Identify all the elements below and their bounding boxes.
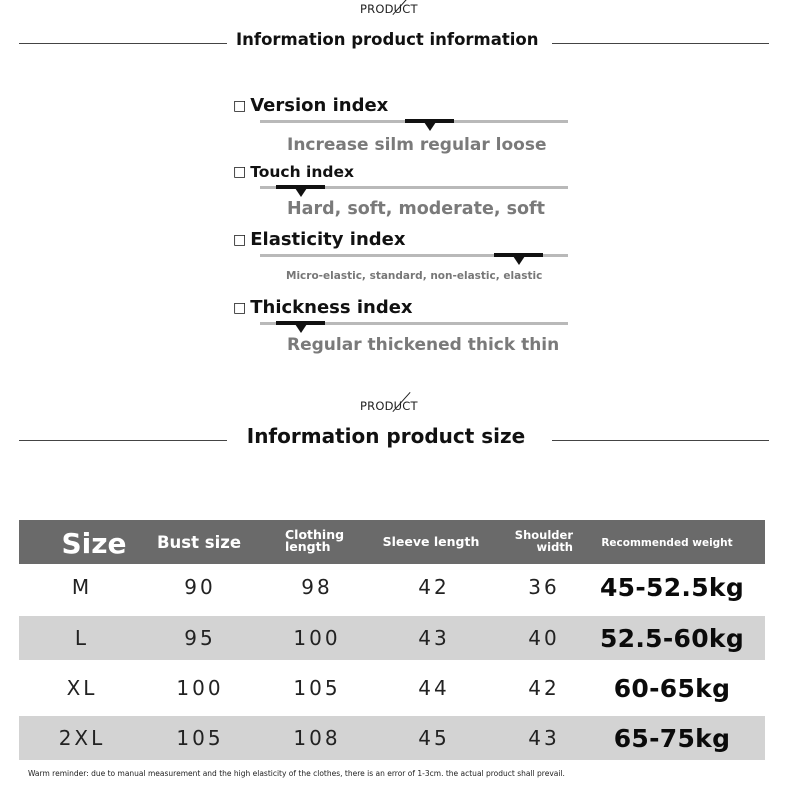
cell-shoulder-width: 40: [528, 626, 560, 650]
version-index-options: Increase silm regular loose: [287, 135, 547, 155]
version-index-title: Version index: [250, 95, 389, 116]
cell-clothing-length: 108: [293, 726, 341, 750]
cell-shoulder-width: 36: [528, 575, 560, 599]
version-index-track: [260, 120, 568, 123]
cell-size: XL: [66, 676, 98, 700]
checkbox-outline-icon: □: [233, 98, 247, 114]
divider-left-2: [19, 440, 227, 441]
cell-clothing-length: 100: [293, 626, 341, 650]
touch-index-heading: [233, 163, 354, 181]
elasticity-index-marker: [494, 253, 543, 257]
thickness-index-title: Thickness index: [250, 297, 413, 318]
product-logo: [354, 0, 434, 25]
size-table-body: [19, 564, 765, 760]
product-logo: [354, 394, 434, 422]
section-title-size: Information product size: [246, 424, 526, 448]
header-bust-size: Bust size: [156, 533, 242, 552]
version-index-heading: [233, 95, 388, 116]
header-sleeve-length: Sleeve length: [382, 534, 480, 549]
cell-clothing-length: 105: [293, 676, 341, 700]
divider-right-2: [552, 440, 769, 441]
cell-recommended-weight: 52.5-60kg: [599, 623, 745, 653]
cell-sleeve-length: 43: [418, 626, 450, 650]
section-title-information: Information product information: [236, 30, 539, 49]
thickness-index-marker: [276, 321, 325, 325]
table-row: [19, 716, 765, 760]
header-size: Size: [61, 527, 127, 560]
cell-recommended-weight: 45-52.5kg: [599, 572, 745, 602]
thickness-index-heading: [233, 297, 413, 318]
elasticity-index-title: Elasticity index: [250, 229, 406, 250]
checkbox-outline-icon: □: [233, 164, 247, 180]
cell-sleeve-length: 44: [418, 676, 450, 700]
elasticity-index-options: Micro-elastic, standard, non-elastic, elastic: [286, 270, 543, 282]
cell-bust: 100: [176, 676, 224, 700]
cell-size: 2XL: [58, 726, 106, 750]
table-row: [19, 616, 765, 660]
thickness-index-options: Regular thickened thick thin: [287, 335, 560, 355]
product-logo-word: PRODUCT: [360, 399, 418, 413]
cell-sleeve-length: 42: [418, 575, 450, 599]
cell-bust: 95: [184, 626, 216, 650]
elasticity-index-heading: [233, 229, 405, 250]
cell-shoulder-width: 43: [528, 726, 560, 750]
table-row: [19, 666, 765, 710]
cell-shoulder-width: 42: [528, 676, 560, 700]
cell-clothing-length: 98: [301, 575, 333, 599]
touch-index-title: Touch index: [250, 163, 355, 181]
checkbox-outline-icon: □: [233, 300, 247, 316]
cell-bust: 105: [176, 726, 224, 750]
table-row: [19, 564, 765, 610]
cell-recommended-weight: 65-75kg: [613, 723, 731, 753]
thickness-index-track: [260, 322, 568, 325]
warm-reminder-footnote: Warm reminder: due to manual measurement and the high elasticity of the clothes, there is an error of 1-3cm. the actual product shall prevail.: [28, 769, 565, 778]
cell-size: M: [71, 575, 93, 599]
checkbox-outline-icon: □: [233, 232, 247, 248]
cell-recommended-weight: 60-65kg: [613, 673, 731, 703]
cell-sleeve-length: 45: [418, 726, 450, 750]
touch-index-track: [260, 186, 568, 189]
size-table: [19, 520, 765, 760]
divider-right-1: [552, 43, 769, 44]
cell-bust: 90: [184, 575, 216, 599]
product-logo-word: PRODUCT: [360, 2, 418, 16]
header-recommended-weight: Recommended weight: [601, 537, 733, 549]
header-shoulder-width: Shoulder width: [514, 528, 573, 554]
version-index-marker: [405, 119, 454, 123]
size-table-header: [19, 520, 765, 564]
divider-left-1: [19, 43, 227, 44]
touch-index-marker: [276, 185, 325, 189]
touch-index-options: Hard, soft, moderate, soft: [287, 199, 545, 219]
header-clothing-length: Clothing length: [285, 527, 345, 554]
cell-size: L: [74, 626, 90, 650]
elasticity-index-track: [260, 254, 568, 257]
